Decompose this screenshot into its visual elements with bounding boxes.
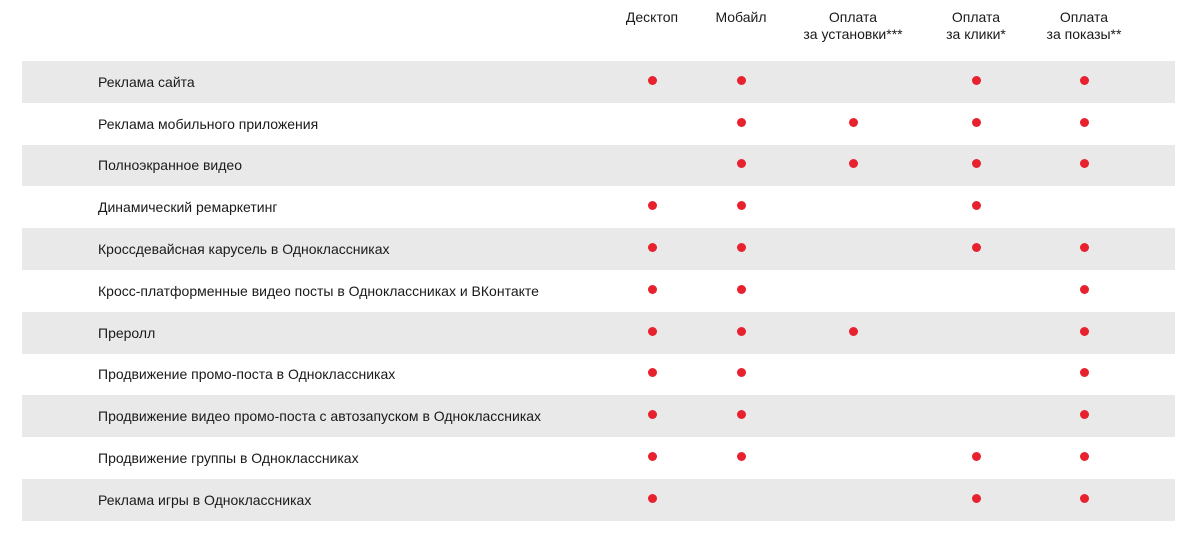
- availability-dot-icon: [1080, 494, 1089, 503]
- row-label: Полноэкранное видео: [98, 157, 242, 174]
- availability-dot-icon: [737, 368, 746, 377]
- availability-dot-icon: [737, 159, 746, 168]
- availability-dot-icon: [1080, 159, 1089, 168]
- row-label: Продвижение промо-поста в Одноклассниках: [98, 366, 396, 383]
- table-header: [0, 0, 1197, 60]
- availability-dot-icon: [1080, 410, 1089, 419]
- availability-dot-icon: [648, 76, 657, 85]
- availability-dot-icon: [849, 118, 858, 127]
- availability-dot-icon: [737, 201, 746, 210]
- table-row: [22, 270, 1175, 312]
- availability-dot-icon: [1080, 452, 1089, 461]
- availability-dot-icon: [648, 452, 657, 461]
- availability-dot-icon: [737, 76, 746, 85]
- column-header-line: Десктоп: [625, 9, 679, 25]
- column-header-impressions: [1009, 9, 1159, 43]
- availability-dot-icon: [972, 452, 981, 461]
- availability-dot-icon: [972, 494, 981, 503]
- row-label: Реклама игры в Одноклассниках: [98, 491, 312, 508]
- availability-dot-icon: [737, 118, 746, 127]
- column-header-line: Мобайл: [715, 9, 767, 25]
- availability-dot-icon: [737, 285, 746, 294]
- availability-dot-icon: [648, 410, 657, 419]
- column-header-line: за клики*: [946, 26, 1006, 42]
- availability-dot-icon: [1080, 285, 1089, 294]
- row-label: Кросс-платформенные видео посты в Одноклассниках и ВКонтакте: [98, 282, 539, 299]
- table-row: [22, 61, 1175, 103]
- availability-dot-icon: [1080, 118, 1089, 127]
- availability-dot-icon: [1080, 243, 1089, 252]
- availability-dot-icon: [1080, 76, 1089, 85]
- availability-dot-icon: [737, 327, 746, 336]
- column-header-line: за установки***: [803, 26, 903, 42]
- row-label: Кроссдевайсная карусель в Одноклассниках: [98, 241, 390, 258]
- availability-dot-icon: [737, 410, 746, 419]
- row-label: Динамический ремаркетинг: [98, 199, 278, 216]
- table-row: [22, 312, 1175, 354]
- availability-dot-icon: [1080, 327, 1089, 336]
- availability-dot-icon: [648, 368, 657, 377]
- table-row: [22, 354, 1175, 396]
- table-row: [22, 228, 1175, 270]
- availability-dot-icon: [648, 201, 657, 210]
- column-header-line: за показы**: [1046, 26, 1122, 42]
- column-header-line: Оплата: [951, 9, 1001, 25]
- table-row: [22, 437, 1175, 479]
- table-row: [22, 103, 1175, 145]
- row-label: Продвижение видео промо-поста с автозапуском в Одноклассниках: [98, 408, 542, 425]
- availability-dot-icon: [972, 159, 981, 168]
- table-row: [22, 186, 1175, 228]
- availability-dot-icon: [972, 118, 981, 127]
- availability-dot-icon: [1080, 368, 1089, 377]
- table-row: [22, 479, 1175, 521]
- feature-table: [22, 61, 1175, 521]
- column-header-line: Оплата: [828, 9, 878, 25]
- table-row: [22, 145, 1175, 187]
- availability-dot-icon: [972, 201, 981, 210]
- availability-dot-icon: [972, 243, 981, 252]
- availability-dot-icon: [737, 243, 746, 252]
- availability-dot-icon: [849, 159, 858, 168]
- row-label: Реклама мобильного приложения: [98, 115, 319, 132]
- availability-dot-icon: [972, 76, 981, 85]
- availability-dot-icon: [648, 285, 657, 294]
- availability-dot-icon: [648, 327, 657, 336]
- row-label: Преролл: [98, 324, 156, 341]
- availability-dot-icon: [849, 327, 858, 336]
- row-label: Продвижение группы в Одноклассниках: [98, 450, 359, 467]
- row-label: Реклама сайта: [98, 73, 195, 90]
- column-header-line: Оплата: [1059, 9, 1109, 25]
- table-row: [22, 395, 1175, 437]
- availability-dot-icon: [737, 452, 746, 461]
- availability-dot-icon: [648, 494, 657, 503]
- availability-dot-icon: [648, 243, 657, 252]
